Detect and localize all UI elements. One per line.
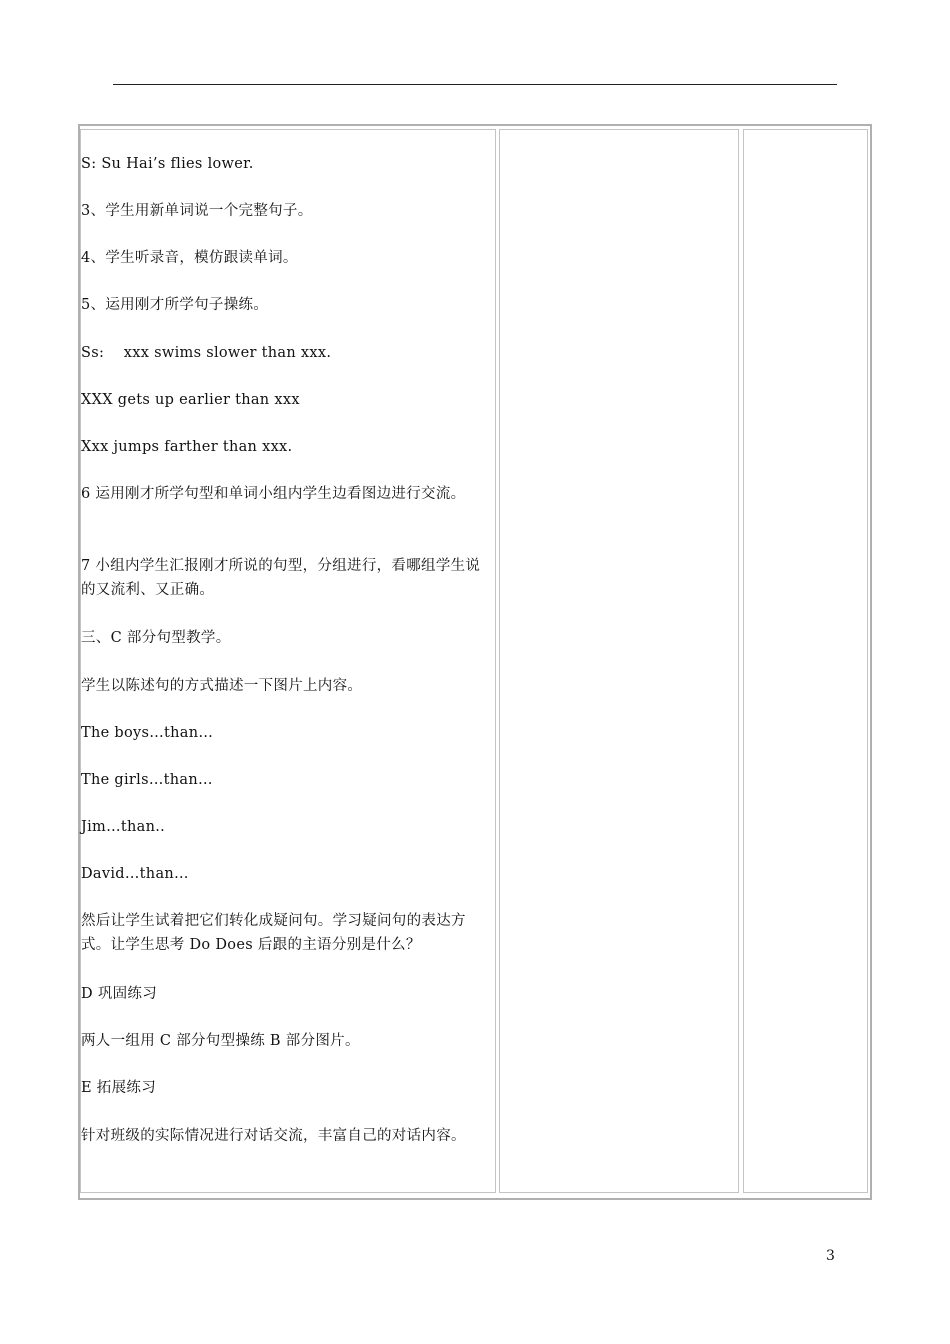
page-number: 3 [826,1248,835,1264]
text-line: The boys…than… [81,725,214,741]
text-line: 两人一组用 C 部分句型操练 B 部分图片。 [81,1033,360,1049]
text-line: 6 运用刚才所学句型和单词小组内学生边看图边进行交流。 [81,486,466,502]
text-line: The girls…than… [81,772,213,788]
text-line: XXX gets up earlier than xxx [81,392,300,408]
text-line: S: Su Hai’s flies lower. [81,156,254,172]
text-line: 学生以陈述句的方式描述一下图片上内容。 [81,678,363,694]
text-line: D 巩固练习 [81,986,158,1002]
text-line: E 拓展练习 [81,1080,156,1096]
header-rule [113,84,837,85]
text-line: 4、学生听录音，模仿跟读单词。 [81,250,298,266]
text-line: 5、运用刚才所学句子操练。 [81,297,269,313]
table-cell-blank-middle [499,129,739,1193]
text-line: 3、学生用新单词说一个完整句子。 [81,203,313,219]
text-line: Jim…than.. [81,819,166,835]
text-line: 针对班级的实际情况进行对话交流，丰富自己的对话内容。 [81,1128,466,1144]
text-line: Ss: xxx swims slower than xxx. [81,345,332,361]
text-line: 然后让学生试着把它们转化成疑问句。学习疑问句的表达方式。让学生思考 Do Does 后跟的主语分别是什么？ [81,913,466,953]
text-line: David…than… [81,866,189,882]
table-cell-blank-right [743,129,868,1193]
text-line: 三、C 部分句型教学。 [81,630,231,646]
text-line: 7 小组内学生汇报刚才所说的句型，分组进行，看哪组学生说的又流利、又正确。 [81,558,481,598]
text-line: Xxx jumps farther than xxx. [81,439,293,455]
